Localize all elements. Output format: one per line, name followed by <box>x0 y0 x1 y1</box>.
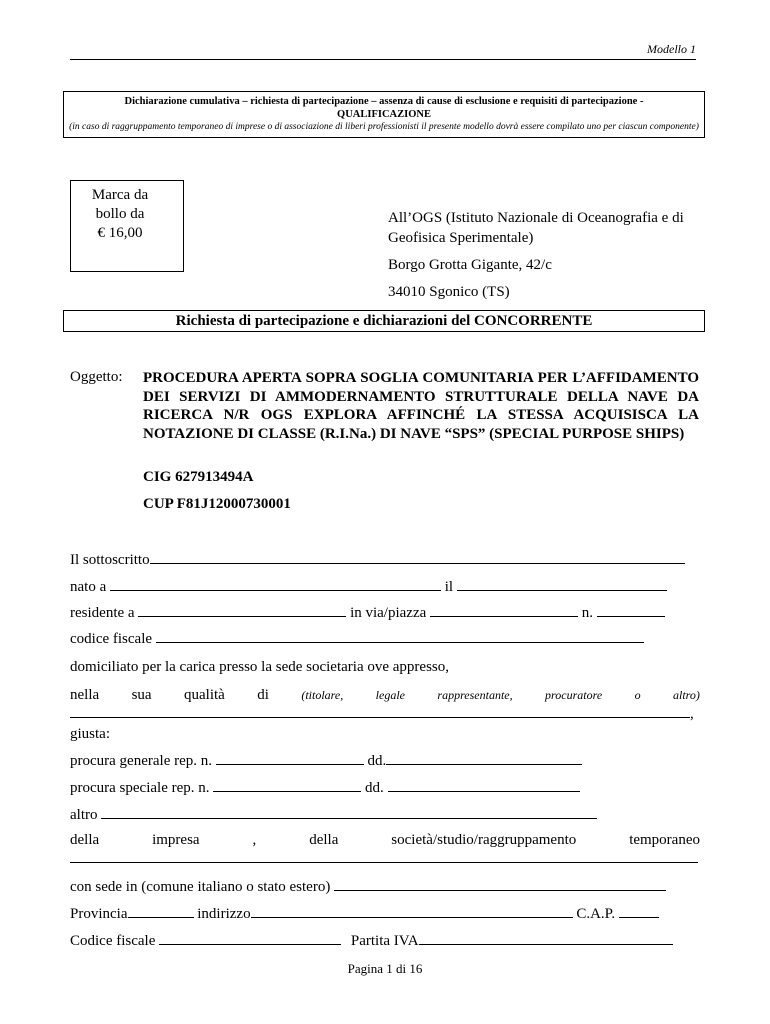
word: società/studio/raggruppamento <box>391 832 577 848</box>
label-codice-fiscale-impresa: Codice fiscale <box>70 933 156 949</box>
field-sede[interactable] <box>70 876 700 897</box>
word: della <box>309 832 339 848</box>
option-legale: legale <box>375 688 405 702</box>
label-procura-speciale: procura speciale rep. n. <box>70 780 210 796</box>
input-line[interactable] <box>388 777 580 792</box>
input-line[interactable] <box>128 903 194 918</box>
section-title: Richiesta di partecipazione e dichiarazioni del CONCORRENTE <box>63 310 705 332</box>
subject-text: PROCEDURA APERTA SOPRA SOGLIA COMUNITARIA PER L’AFFIDAMENTO DEI SERVIZI DI AMMODERNAMENTO STRUTTURALE DELLA NAVE DA RICERCA N/R OGS EXPLORA AFFINCHÉ LA STESSA ACQUISISCA LA NOTAZIONE DI CLASSE (R.I.Na.) DI NAVE “SPS” (SPECIAL PURPOSE SHIPS) <box>143 370 699 442</box>
recipient-city: 34010 Sgonico (TS) <box>388 284 510 300</box>
cup-code: CUP F81J12000730001 <box>143 496 291 512</box>
comma: , <box>690 706 694 722</box>
label-codice-fiscale: codice fiscale <box>70 631 153 647</box>
field-residente[interactable] <box>70 602 700 623</box>
recipient-name: All’OGS (Istituto Nazionale di Oceanografia e di Geofisica Sperimentale) <box>388 210 684 246</box>
word: impresa <box>152 832 200 848</box>
word: di <box>257 687 269 703</box>
model-label: Modello 1 <box>70 42 696 60</box>
page-number: Pagina 1 di 16 <box>347 961 423 976</box>
label-dd: dd. <box>367 753 387 769</box>
input-line[interactable] <box>213 777 361 792</box>
label-n: n. <box>581 605 594 621</box>
field-qualita-line[interactable] <box>70 703 700 724</box>
option-altro: altro) <box>673 688 700 702</box>
label-giusta: giusta: <box>70 726 110 742</box>
field-codice-fiscale-piva[interactable] <box>70 930 700 951</box>
stamp-line-3: € 16,00 <box>97 225 143 241</box>
word: sua <box>131 687 152 703</box>
input-line[interactable] <box>101 804 597 819</box>
input-line[interactable] <box>150 549 685 564</box>
subject-label: Oggetto: <box>70 369 123 385</box>
title-box <box>63 91 705 138</box>
title-line-2: QUALIFICAZIONE <box>337 109 431 120</box>
recipient-street: Borgo Grotta Gigante, 42/c <box>388 257 552 273</box>
input-line[interactable] <box>386 750 582 765</box>
field-impresa <box>70 830 700 850</box>
field-procura-generale[interactable] <box>70 750 700 771</box>
input-line[interactable] <box>70 848 698 863</box>
input-line[interactable] <box>159 930 341 945</box>
label-nato: nato a <box>70 579 107 595</box>
label-dd: dd. <box>365 780 384 796</box>
field-altro[interactable] <box>70 804 700 825</box>
text-domiciliato: domiciliato per la carica presso la sede societaria ove appresso, <box>70 659 450 675</box>
option-titolare: (titolare, <box>301 688 344 702</box>
revenue-stamp-box <box>70 180 184 272</box>
input-line[interactable] <box>457 576 667 591</box>
option-procuratore: procuratore <box>545 688 603 702</box>
stamp-line-2: bollo da <box>95 206 145 222</box>
word: nella <box>70 687 100 703</box>
label-provincia: Provincia <box>70 906 128 922</box>
input-line[interactable] <box>334 876 666 891</box>
title-line-1: Dichiarazione cumulativa – richiesta di partecipazione – assenza di cause di esclusione e requisiti di partecipazione - <box>124 96 644 107</box>
field-sottoscritto[interactable] <box>70 549 700 570</box>
field-qualita <box>70 685 700 705</box>
label-cap: C.A.P. <box>576 906 616 922</box>
input-line[interactable] <box>597 602 665 617</box>
input-line[interactable] <box>251 903 573 918</box>
field-codice-fiscale[interactable] <box>70 628 700 649</box>
word: temporaneo <box>629 832 700 848</box>
label-procura-generale: procura generale rep. n. <box>70 753 213 769</box>
label-piva: Partita IVA <box>350 933 419 949</box>
label-sottoscritto: Il sottoscritto <box>70 552 150 568</box>
input-line[interactable] <box>419 930 673 945</box>
input-line[interactable] <box>216 750 364 765</box>
title-note: (in caso di raggruppamento temporaneo di imprese o di associazione di liberi professionisti il presente modello dovrà essere compilato uno per ciascun componente) <box>69 122 699 132</box>
input-line[interactable] <box>138 602 346 617</box>
input-line[interactable] <box>70 703 690 718</box>
input-line[interactable] <box>430 602 578 617</box>
word: qualità <box>184 687 225 703</box>
recipient-address <box>388 208 708 309</box>
input-line[interactable] <box>619 903 659 918</box>
label-il: il <box>444 579 454 595</box>
field-impresa-line[interactable] <box>70 848 700 869</box>
word: della <box>70 832 100 848</box>
label-altro: altro <box>70 807 98 823</box>
word: , <box>252 832 257 848</box>
label-residente: residente a <box>70 605 135 621</box>
label-sede: con sede in (comune italiano o stato estero) <box>70 879 331 895</box>
input-line[interactable] <box>110 576 441 591</box>
label-via: in via/piazza <box>350 605 427 621</box>
field-procura-speciale[interactable] <box>70 777 700 798</box>
option-o: o <box>634 688 641 702</box>
stamp-line-1: Marca da <box>91 187 149 203</box>
cig-code: CIG 627913494A <box>143 469 254 485</box>
option-rappresentante: rappresentante, <box>437 688 513 702</box>
input-line[interactable] <box>156 628 644 643</box>
field-provincia[interactable] <box>70 903 700 924</box>
field-nato[interactable] <box>70 576 700 597</box>
label-indirizzo: indirizzo <box>197 906 251 922</box>
